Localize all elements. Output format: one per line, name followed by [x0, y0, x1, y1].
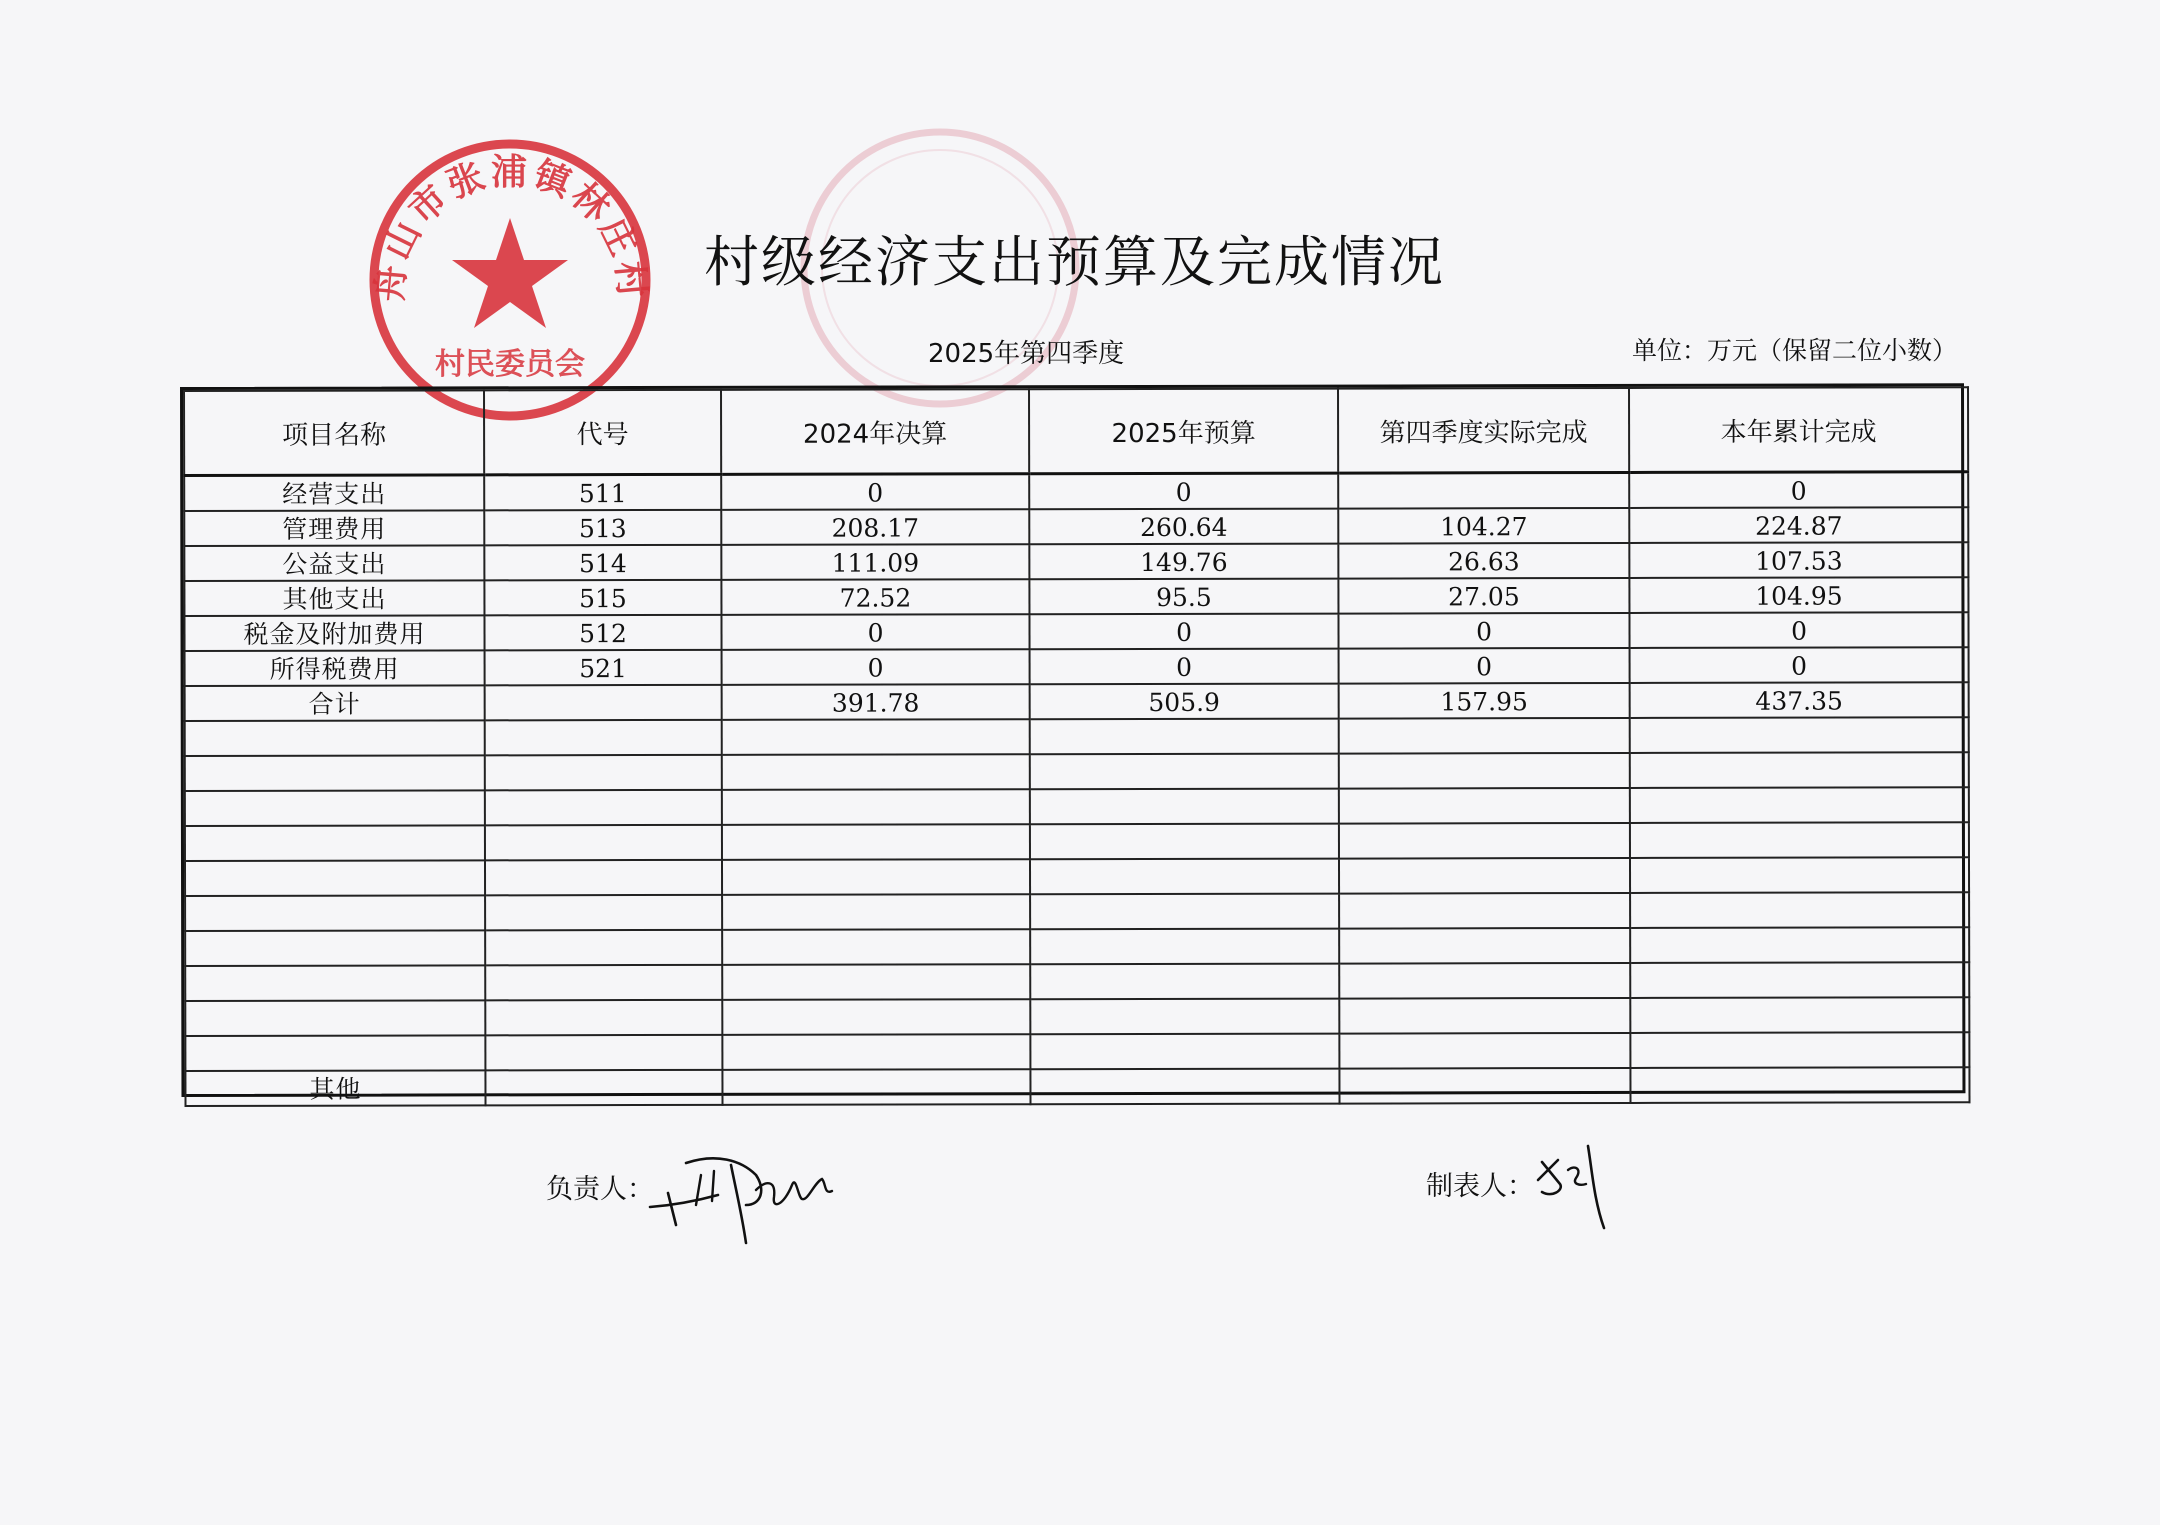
- cell-ytd: [1630, 822, 1969, 858]
- cell-final-2024: 391.78: [722, 684, 1030, 720]
- cell-ytd: 0: [1629, 612, 1968, 648]
- table-row: [185, 927, 1969, 966]
- table-row: [184, 612, 1968, 651]
- table-row: [185, 717, 1969, 756]
- cell-item-name: [185, 755, 485, 791]
- cell-code: 521: [485, 650, 722, 685]
- table-body: [184, 472, 1969, 1106]
- svg-text:村民委员会: 村民委员会: [435, 347, 585, 382]
- cell-q4-actual: [1339, 893, 1630, 929]
- cell-final-2024: [722, 789, 1030, 825]
- cell-code: [485, 790, 722, 825]
- cell-budget-2025: 95.5: [1029, 579, 1338, 615]
- cell-final-2024: 0: [721, 474, 1029, 510]
- preparer-signature: [1532, 1140, 1612, 1235]
- cell-budget-2025: [1030, 754, 1339, 790]
- cell-final-2024: 208.17: [721, 509, 1029, 545]
- cell-q4-actual: [1339, 718, 1630, 754]
- cell-item-name: [185, 825, 485, 861]
- cell-ytd: [1630, 857, 1969, 893]
- table-row: [185, 997, 1969, 1036]
- cell-ytd: [1630, 927, 1969, 963]
- cell-final-2024: [722, 929, 1030, 965]
- cell-ytd: 0: [1630, 647, 1969, 683]
- cell-code: [485, 755, 722, 790]
- header-row: [184, 387, 1968, 475]
- header-item-name: 项目名称: [184, 390, 484, 475]
- table-row: [185, 962, 1969, 1001]
- cell-ytd: [1630, 1032, 1969, 1068]
- cell-code: [485, 895, 722, 930]
- responsible-signature: [646, 1135, 846, 1250]
- cell-item-name: [185, 1035, 485, 1071]
- cell-q4-actual: 104.27: [1338, 508, 1629, 544]
- cell-code: [485, 1070, 722, 1105]
- cell-final-2024: [722, 719, 1030, 755]
- cell-ytd: [1630, 752, 1969, 788]
- responsible-label: 负责人：: [546, 1174, 654, 1205]
- cell-item-name: [185, 1000, 485, 1036]
- table-row: [185, 752, 1969, 791]
- cell-budget-2025: [1030, 929, 1339, 965]
- cell-code: [485, 860, 722, 895]
- cell-item-name: [185, 965, 485, 1001]
- cell-q4-actual: 0: [1339, 648, 1630, 684]
- header-code: 代号: [484, 390, 721, 475]
- table-row: [185, 1032, 1969, 1071]
- table-row: [185, 787, 1969, 826]
- cell-budget-2025: [1030, 719, 1339, 755]
- cell-item-name: [185, 720, 485, 756]
- cell-code: [485, 825, 722, 860]
- page-title: 村级经济支出预算及完成情况: [704, 230, 1446, 294]
- cell-code: 513: [484, 510, 721, 545]
- cell-q4-actual: 27.05: [1338, 578, 1629, 614]
- cell-q4-actual: [1339, 753, 1630, 789]
- cell-budget-2025: 505.9: [1030, 684, 1339, 720]
- cell-item-name: 其他: [185, 1070, 485, 1106]
- cell-ytd: 224.87: [1629, 507, 1968, 543]
- cell-code: [485, 965, 722, 1000]
- cell-code: [485, 1035, 722, 1070]
- cell-q4-actual: 157.95: [1339, 683, 1630, 719]
- cell-budget-2025: 149.76: [1029, 544, 1338, 580]
- cell-budget-2025: [1030, 1069, 1339, 1105]
- cell-q4-actual: 0: [1338, 613, 1629, 649]
- cell-code: [485, 720, 722, 755]
- cell-final-2024: [722, 999, 1030, 1035]
- cell-final-2024: [722, 1069, 1030, 1105]
- preparer-label: 制表人：: [1426, 1171, 1534, 1202]
- cell-item-name: [185, 895, 485, 931]
- header-q4-actual: 第四季度实际完成: [1338, 388, 1629, 473]
- cell-budget-2025: [1030, 999, 1339, 1035]
- table-row: [185, 892, 1969, 931]
- cell-final-2024: 111.09: [721, 544, 1029, 580]
- report-period: 2025年第四季度: [928, 339, 1125, 369]
- cell-budget-2025: 260.64: [1029, 509, 1338, 545]
- cell-budget-2025: [1030, 859, 1339, 895]
- cell-ytd: 107.53: [1629, 542, 1968, 578]
- cell-ytd: [1630, 787, 1969, 823]
- unit-note: 单位：万元（保留二位小数）: [1632, 336, 1958, 365]
- header-final-2024: 2024年决算: [721, 389, 1029, 474]
- cell-code: [485, 1000, 722, 1035]
- header-budget-2025: 2025年预算: [1029, 389, 1338, 474]
- cell-item-name: [185, 930, 485, 966]
- cell-final-2024: [722, 894, 1030, 930]
- cell-item-name: [185, 860, 485, 896]
- cell-q4-actual: [1338, 472, 1629, 508]
- cell-q4-actual: 26.63: [1338, 543, 1629, 579]
- cell-item-name: [185, 790, 485, 826]
- cell-budget-2025: 0: [1030, 649, 1339, 685]
- cell-q4-actual: [1339, 1068, 1630, 1104]
- table-row: [184, 507, 1968, 546]
- cell-q4-actual: [1339, 928, 1630, 964]
- cell-final-2024: 0: [722, 649, 1030, 685]
- cell-budget-2025: [1030, 964, 1339, 1000]
- budget-grid: [183, 386, 1970, 1107]
- cell-q4-actual: [1339, 1033, 1630, 1069]
- expenditure-table: [180, 383, 1965, 1104]
- cell-q4-actual: [1339, 823, 1630, 859]
- cell-budget-2025: [1030, 1034, 1339, 1070]
- cell-code: 514: [484, 545, 721, 580]
- cell-final-2024: 0: [721, 614, 1029, 650]
- cell-ytd: [1630, 892, 1969, 928]
- cell-final-2024: [722, 859, 1030, 895]
- cell-ytd: 0: [1629, 472, 1968, 508]
- cell-final-2024: [722, 754, 1030, 790]
- cell-budget-2025: 0: [1029, 473, 1338, 509]
- cell-q4-actual: [1339, 963, 1630, 999]
- table-row: [184, 542, 1968, 581]
- cell-code: 511: [484, 474, 721, 510]
- cell-ytd: [1630, 717, 1969, 753]
- cell-ytd: [1630, 997, 1969, 1033]
- cell-final-2024: [722, 964, 1030, 1000]
- cell-q4-actual: [1339, 858, 1630, 894]
- cell-item-name: 其他支出: [184, 580, 484, 616]
- cell-q4-actual: [1339, 998, 1630, 1034]
- cell-item-name: 合计: [185, 685, 485, 721]
- cell-budget-2025: [1030, 824, 1339, 860]
- svg-text:舟山市张浦镇林庄村: 舟山市张浦镇林庄村: [369, 151, 653, 304]
- table-row: [184, 472, 1968, 511]
- cell-budget-2025: 0: [1029, 614, 1338, 650]
- official-red-seal: [360, 130, 660, 430]
- cell-ytd: 437.35: [1630, 682, 1969, 718]
- table-row: [185, 647, 1969, 686]
- cell-budget-2025: [1030, 789, 1339, 825]
- cell-ytd: [1630, 962, 1969, 998]
- table-row: [185, 1067, 1969, 1106]
- cell-item-name: 税金及附加费用: [184, 615, 484, 651]
- cell-item-name: 公益支出: [184, 545, 484, 581]
- cell-code: [485, 930, 722, 965]
- table-row: [185, 822, 1969, 861]
- header-ytd: 本年累计完成: [1629, 387, 1968, 472]
- cell-q4-actual: [1339, 788, 1630, 824]
- cell-item-name: 管理费用: [184, 510, 484, 546]
- cell-ytd: [1630, 1067, 1969, 1103]
- cell-item-name: 所得税费用: [185, 650, 485, 686]
- cell-item-name: 经营支出: [184, 475, 484, 511]
- cell-final-2024: [722, 824, 1030, 860]
- table-row: [184, 577, 1968, 616]
- cell-ytd: 104.95: [1629, 577, 1968, 613]
- cell-final-2024: [722, 1034, 1030, 1070]
- cell-code: [485, 685, 722, 720]
- cell-final-2024: 72.52: [721, 579, 1029, 615]
- cell-budget-2025: [1030, 894, 1339, 930]
- table-row: [185, 857, 1969, 896]
- cell-code: 515: [484, 580, 721, 615]
- table-row: [185, 682, 1969, 721]
- cell-code: 512: [484, 615, 721, 650]
